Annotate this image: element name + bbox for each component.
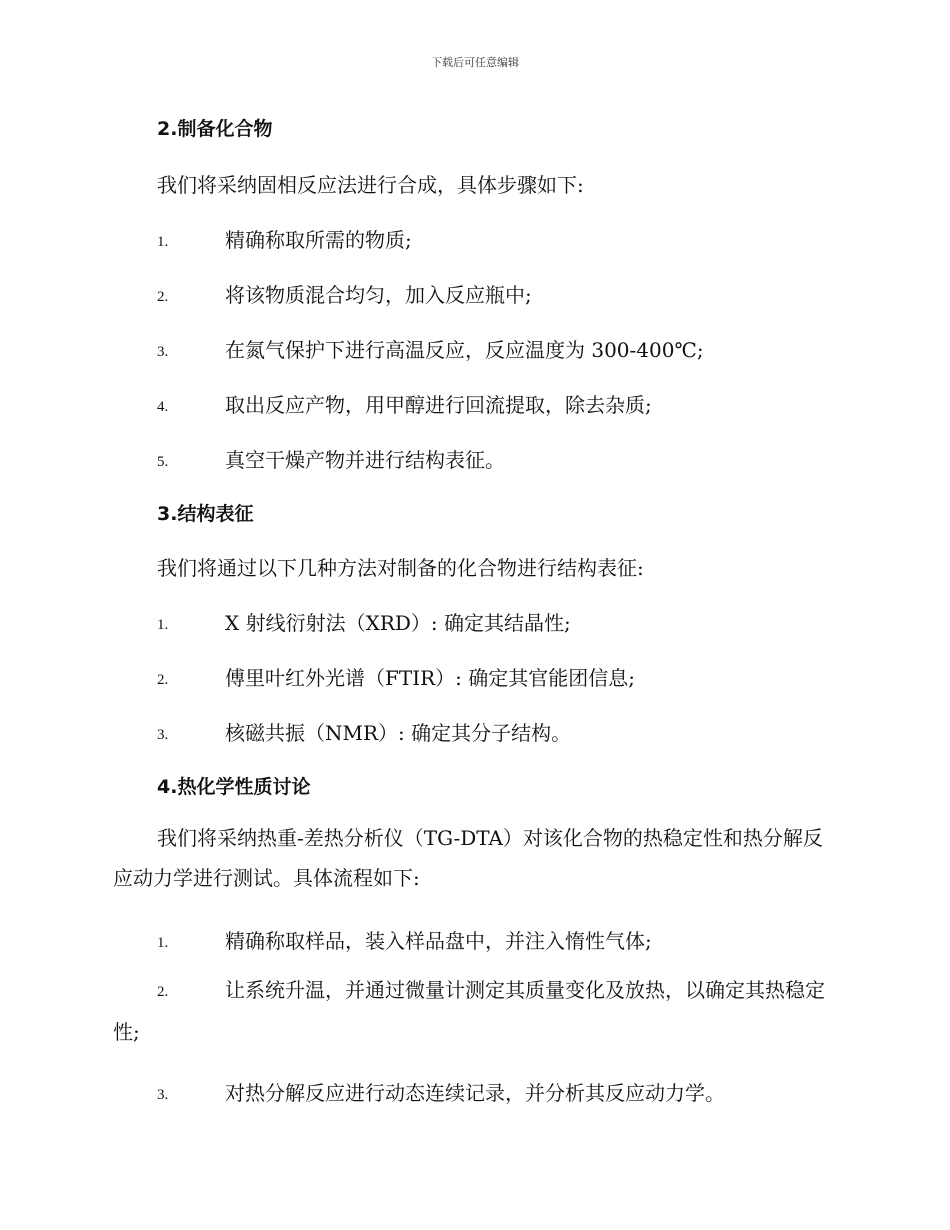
list-item [157,224,837,253]
list-number: 5. [157,454,169,470]
list-number: 2. [157,672,169,688]
section-4-intro-paragraph [113,818,835,898]
list-number: 4. [157,399,169,415]
list-number: 3. [157,344,169,360]
list-text: 精确称取样品，装入样品盘中，并注入惰性气体; [225,929,652,953]
list-item [157,1077,837,1106]
list-text: X 射线衍射法（XRD）: 确定其结晶性; [225,611,571,635]
list-number: 1. [157,617,169,633]
section-4-intro: 我们将采纳热重-差热分析仪（TG-DTA）对该化合物的热稳定性和热分解反应动力学进行测试。具体流程如下: [113,826,823,890]
list-text: 对热分解反应进行动态连续记录，并分析其反应动力学。 [225,1081,725,1105]
list-text: 核磁共振（NMR）: 确定其分子结构。 [225,721,572,745]
list-item [157,662,837,691]
section-heading-3: 3.结构表征 [157,503,254,525]
list-item [157,389,837,418]
section-heading-2: 2.制备化合物 [157,118,273,140]
list-text: 取出反应产物，用甲醇进行回流提取，除去杂质; [225,393,652,417]
list-item [157,279,837,308]
list-text: 真空干燥产物并进行结构表征。 [225,448,505,472]
list-number: 3. [157,727,169,743]
list-text: 在氮气保护下进行高温反应，反应温度为 300-400℃; [225,338,704,362]
list-text: 傅里叶红外光谱（FTIR）: 确定其官能团信息; [225,666,636,690]
list-number: 2. [157,289,169,305]
list-item [157,607,837,636]
list-number: 2. [157,984,169,1000]
list-item [157,925,837,954]
list-item-wrapped [113,970,835,1052]
list-text: 让系统升温，并通过微量计测定其质量变化及放热，以确定其热稳定性; [113,978,825,1044]
section-heading-4: 4.热化学性质讨论 [157,776,311,798]
list-item [157,444,837,473]
section-3-intro: 我们将通过以下几种方法对制备的化合物进行结构表征: [157,556,644,580]
list-text: 精确称取所需的物质; [225,228,412,252]
list-text: 将该物质混合均匀，加入反应瓶中; [225,283,532,307]
list-item [157,717,837,746]
section-2-intro: 我们将采纳固相反应法进行合成，具体步骤如下: [157,173,584,197]
list-number: 3. [157,1087,169,1103]
list-item [157,334,837,363]
page-header: 下载后可任意编辑 [431,56,519,69]
list-number: 1. [157,234,169,250]
list-number: 1. [157,935,169,951]
